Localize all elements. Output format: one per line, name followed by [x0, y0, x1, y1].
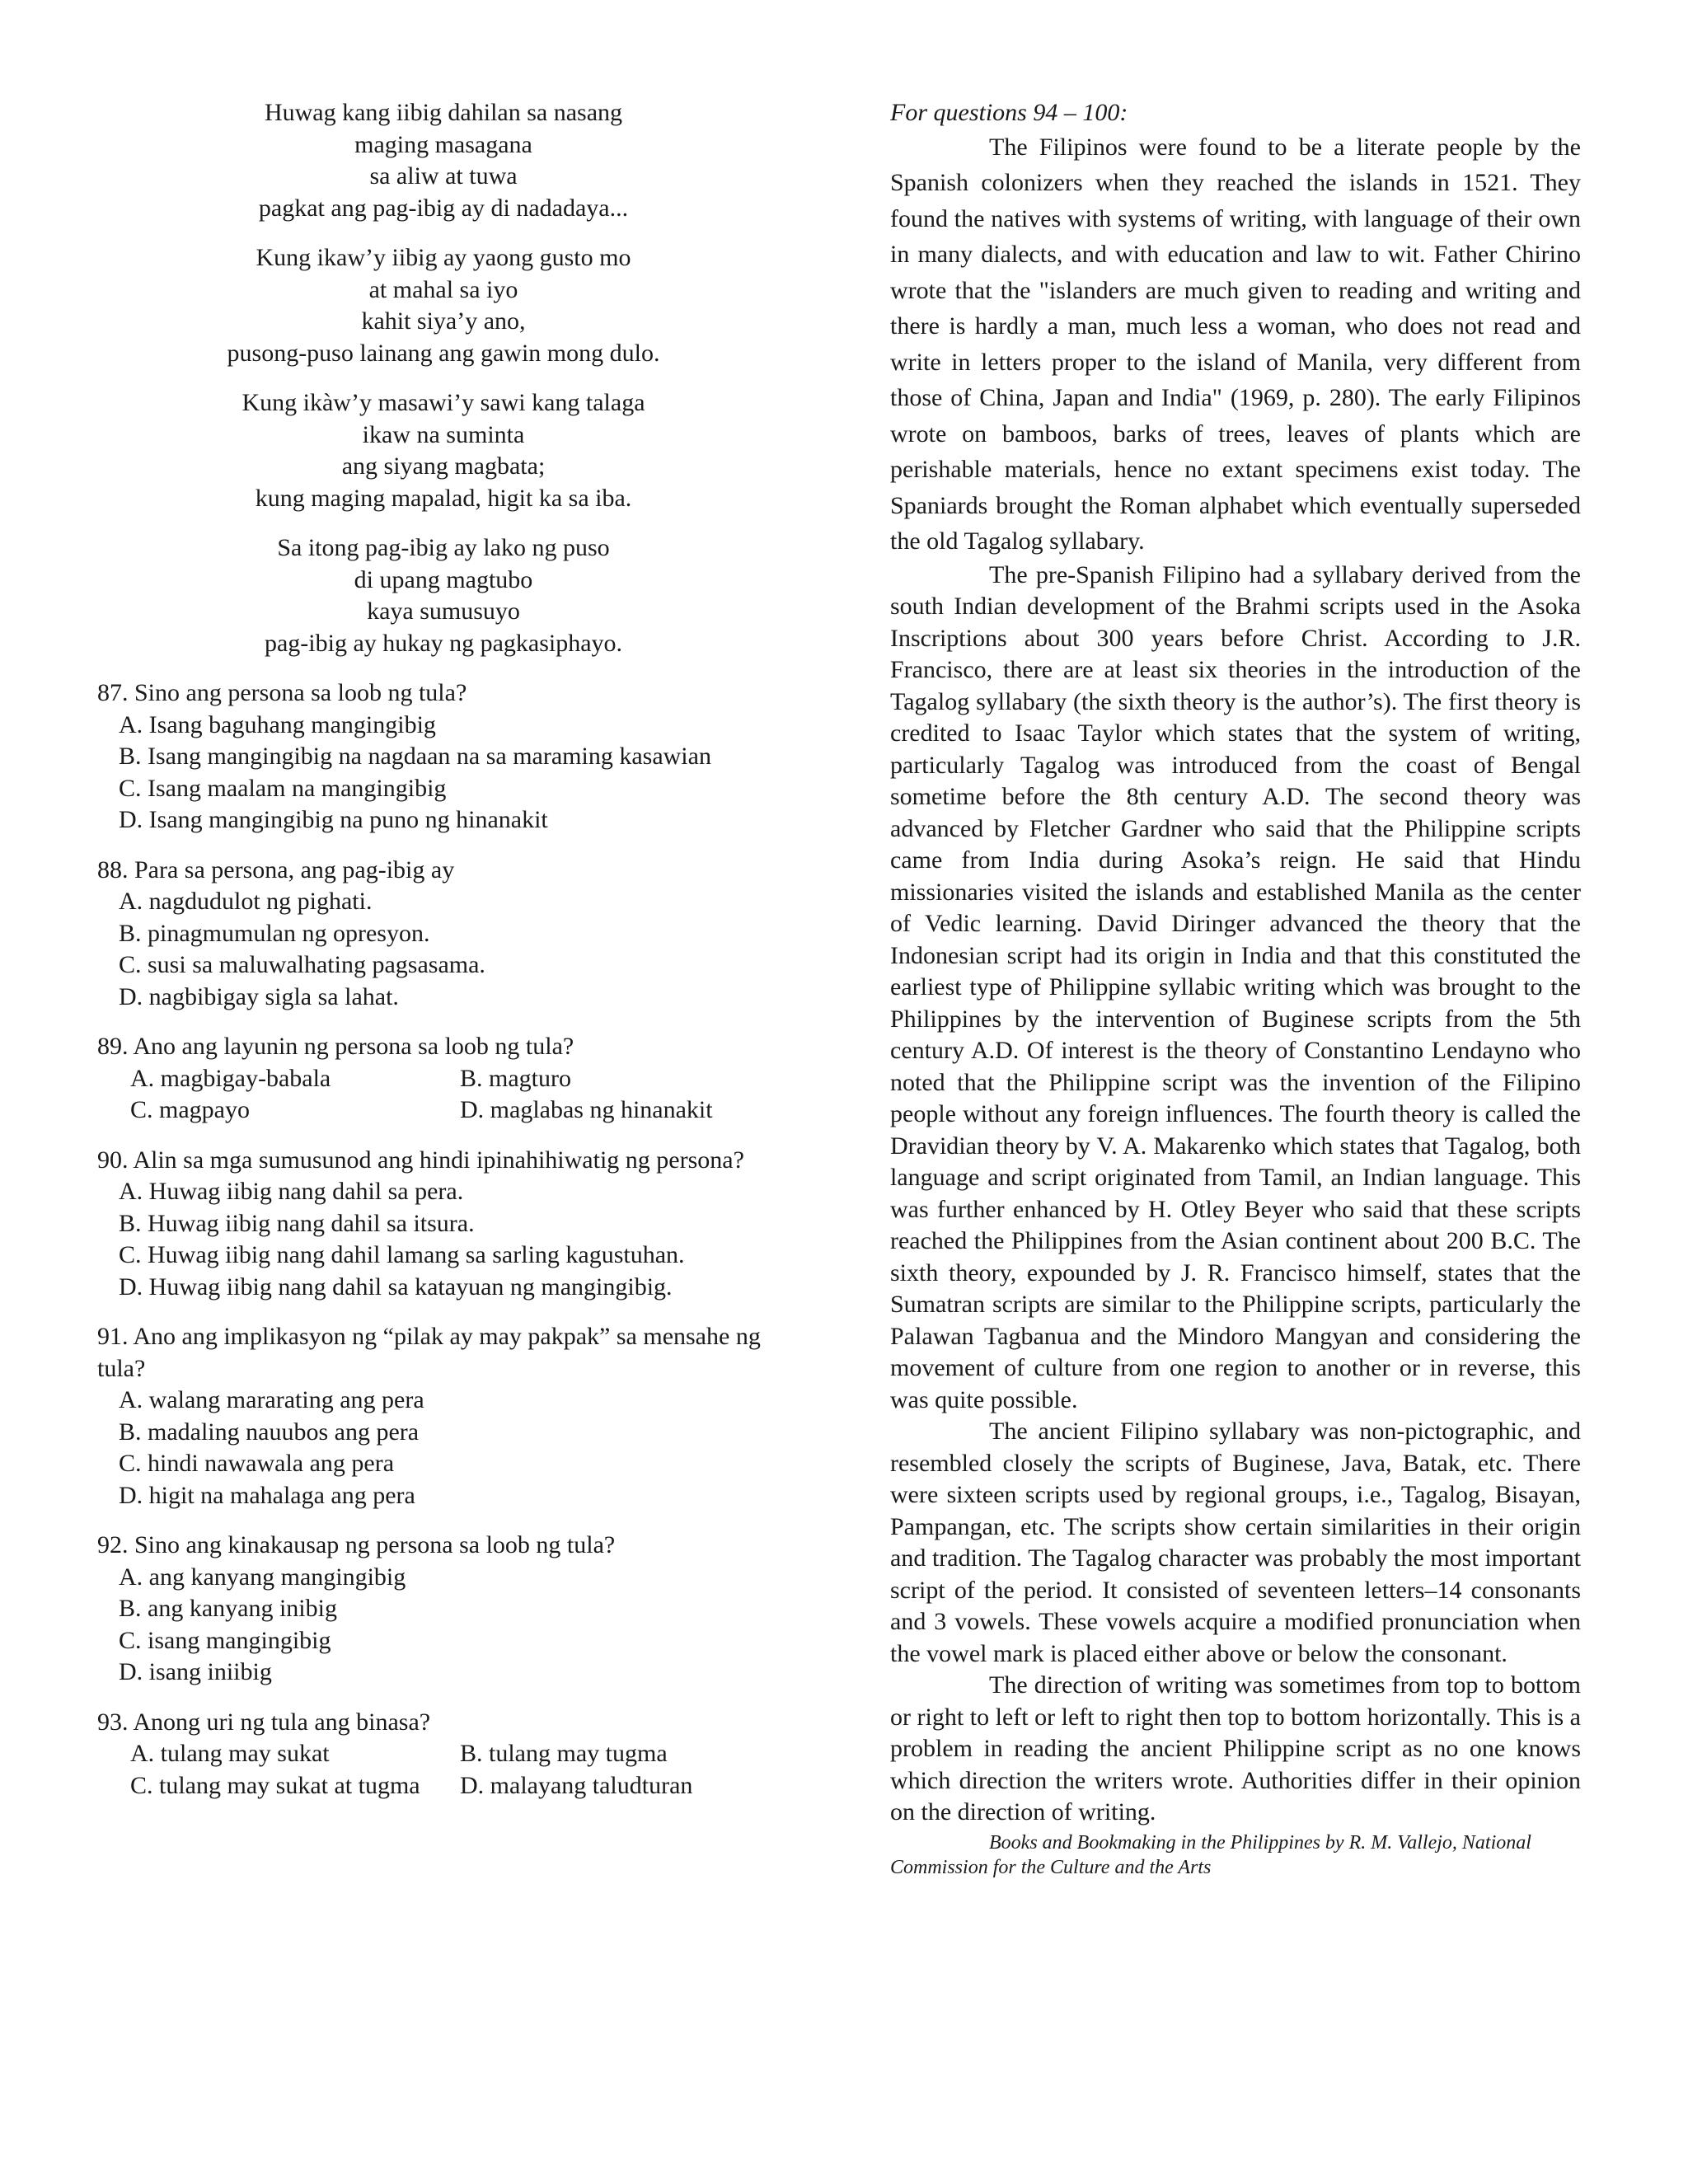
- answer-option[interactable]: B. madaling nauubos ang pera: [119, 1418, 420, 1446]
- question-91: [97, 1321, 790, 1511]
- poem-line: kung maging mapalad, higit ka sa iba.: [255, 484, 632, 512]
- poem-line: sa aliw at tuwa: [369, 162, 518, 190]
- answer-option[interactable]: C. Isang maalam na mangingibig: [119, 774, 447, 802]
- answer-option[interactable]: C. hindi nawawala ang pera: [119, 1450, 395, 1477]
- poem-line: Huwag kang iibig dahilan sa nasang: [264, 99, 623, 126]
- passage-source: Books and Bookmaking in the Philippines by R. M. Vallejo, National Commission for the Culture and the Arts: [890, 1831, 1531, 1878]
- answer-option[interactable]: A. Isang baguhang mangingibig: [119, 710, 436, 738]
- option-row: [97, 1063, 790, 1095]
- poem-line: at mahal sa iyo: [368, 275, 518, 303]
- poem-stanza-4: [97, 532, 790, 659]
- question-90: [97, 1145, 790, 1304]
- option-row: [97, 1770, 790, 1802]
- poem-line: di upang magtubo: [354, 565, 533, 593]
- answer-option[interactable]: D. maglabas ng hinanakit: [460, 1096, 713, 1123]
- poem-line: ang siyang magbata;: [341, 452, 546, 480]
- poem-stanza-2: [97, 242, 790, 369]
- option-row: [97, 1094, 790, 1127]
- option-row: [97, 1738, 790, 1770]
- answer-option[interactable]: C. susi sa maluwalhating pagsasama.: [119, 951, 485, 978]
- poem-line: ikaw na suminta: [362, 420, 525, 448]
- passage-paragraph: The ancient Filipino syllabary was non-pictographic, and resembled closely the scripts of Buginese, Java, Batak, etc. There were sixteen scripts used by regional groups, i.e., Tagalog, Bisayan, Pampangan, etc. The scripts show certain similarities in their origin and tradition. The Tagalog character was probably the most important script of the period. It consisted of seventeen letters–14 consonants and 3 vowels. These vowels acquire a modified pronunciation when the vowel mark is placed either above or below the consonant.: [890, 1418, 1581, 1667]
- right-column: [890, 97, 1581, 1880]
- passage-paragraph: The Filipinos were found to be a literate people by the Spanish colonizers when they reached the islands in 1521. They found the natives with systems of writing, with language of their own in many dialects, and with education and law to wit. Father Chirino wrote that the "islanders are much given to reading and writing and there is hardly a man, much less a woman, who does not read and write in letters proper to the island of Manila, very different from those of China, Japan and India" (1969, p. 280). The early Filipinos wrote on bamboos, barks of trees, leaves of plants which are perishable materials, hence no extant specimens exist today. The Spaniards brought the Roman alphabet which eventually superseded the old Tagalog syllabary.: [890, 133, 1581, 555]
- poem-line: Kung ikàw’y masawi’y sawi kang talaga: [241, 389, 645, 416]
- answer-option[interactable]: A. ang kanyang mangingibig: [119, 1563, 406, 1591]
- answer-option[interactable]: B. Isang mangingibig na nagdaan na sa maraming kasawian: [119, 743, 711, 770]
- question-92: [97, 1530, 790, 1689]
- question-stem: 87. Sino ang persona sa loob ng tula?: [97, 679, 467, 706]
- question-stem: 89. Ano ang layunin ng persona sa loob ng tula?: [97, 1033, 574, 1060]
- answer-option[interactable]: A. nagdudulot ng pighati.: [119, 888, 373, 915]
- question-88: [97, 855, 790, 1014]
- answer-option[interactable]: D. nagbibigay sigla sa lahat.: [119, 982, 399, 1010]
- passage-paragraph: The pre-Spanish Filipino had a syllabary derived from the south Indian development of the Brahmi scripts used in the Asoka Inscriptions about 300 years before Christ. According to J.R. Francisco, there are at least six theories in the introduction of the Tagalog syllabary (the sixth theory is the author’s). The first theory is credited to Isaac Taylor which states that the system of writing, particularly Tagalog was introduced from the coast of Bengal sometime before the 8th century A.D. The second theory was advanced by Fletcher Gardner who said that the Philippine scripts came from India during Asoka’s reign. He said that Hindu missionaries visited the islands and established Manila as the center of Vedic learning. David Diringer advanced the theory that the Indonesian script had its origin in India and that this constituted the earliest type of Philippine syllabic writing which was brought to the Philippines by the intervention of Buginese scripts from the 5th century A.D. Of interest is the theory of Constantino Lendayno who noted that the Philippine script was the invention of the Filipino people without any foreign influences. The fourth theory is called the Dravidian theory by V. A. Makarenko which states that Tagalog, both language and script originated from Tamil, an Indian language. This was further enhanced by H. Otley Beyer who said that these scripts reached the Philippines from the Asian continent about 200 B.C. The sixth theory, expounded by J. R. Francisco himself, states that the Sumatran scripts are similar to the Philippine scripts, particularly the Palawan Tagbanua and the Mindoro Mangyan and considering the movement of culture from one region to another or in reverse, this was quite possible.: [890, 560, 1581, 1413]
- answer-option[interactable]: A. Huwag iibig nang dahil sa pera.: [119, 1178, 464, 1205]
- poem-line: maging masagana: [354, 130, 532, 158]
- answer-option[interactable]: B. Huwag iibig nang dahil sa itsura.: [119, 1209, 475, 1237]
- answer-option[interactable]: D. malayang taludturan: [460, 1771, 693, 1799]
- poem-line: Kung ikaw’y iibig ay yaong gusto mo: [256, 244, 631, 271]
- answer-option[interactable]: D. higit na mahalaga ang pera: [119, 1481, 415, 1509]
- poem-line: pusong-puso lainang ang gawin mong dulo.: [227, 339, 660, 367]
- question-stem: 88. Para sa persona, ang pag-ibig ay: [97, 855, 455, 883]
- left-column: [97, 97, 790, 1820]
- answer-option[interactable]: A. walang mararating ang pera: [119, 1386, 424, 1413]
- answer-option[interactable]: B. ang kanyang inibig: [119, 1595, 337, 1622]
- passage-intro: For questions 94 – 100:: [890, 99, 1128, 126]
- question-89: [97, 1031, 790, 1127]
- answer-option[interactable]: A. magbigay-babala: [130, 1064, 331, 1092]
- poem-line: kahit siya’y ano,: [361, 307, 526, 335]
- answer-option[interactable]: B. pinagmumulan ng opresyon.: [119, 919, 430, 947]
- question-stem: 92. Sino ang kinakausap ng persona sa loob ng tula?: [97, 1531, 616, 1558]
- question-stem: 90. Alin sa mga sumusunod ang hindi ipinahihiwatig ng persona?: [97, 1146, 744, 1174]
- answer-option[interactable]: D. Isang mangingibig na puno ng hinanakit: [119, 806, 548, 833]
- poem-stanza-3: [97, 387, 790, 514]
- poem-line: Sa itong pag-ibig ay lako ng puso: [277, 534, 610, 561]
- passage-paragraph: The direction of writing was sometimes from top to bottom or right to left or left to right then top to bottom horizontally. This is a problem in reading the ancient Philippine script as no one knows which direction the writers wrote. Authorities differ in their opinion on the direction of writing.: [890, 1671, 1581, 1825]
- answer-option[interactable]: B. magturo: [460, 1064, 571, 1092]
- question-87: [97, 677, 790, 837]
- answer-option[interactable]: C. Huwag iibig nang dahil lamang sa sarling kagustuhan.: [119, 1241, 685, 1268]
- answer-option[interactable]: C. isang mangingibig: [119, 1626, 331, 1654]
- answer-option[interactable]: C. tulang may sukat at tugma: [130, 1771, 420, 1799]
- poem-line: kaya sumusuyo: [367, 598, 520, 625]
- poem-line: pagkat ang pag-ibig ay di nadadaya...: [258, 194, 629, 222]
- poem-stanza-1: [97, 97, 790, 224]
- answer-option[interactable]: D. isang iniibig: [119, 1658, 272, 1685]
- poem-line: pag-ibig ay hukay ng pagkasiphayo.: [264, 629, 623, 657]
- answer-option[interactable]: D. Huwag iibig nang dahil sa katayuan ng mangingibig.: [119, 1272, 673, 1301]
- answer-option[interactable]: A. tulang may sukat: [130, 1740, 330, 1767]
- question-stem: 91. Ano ang implikasyon ng “pilak ay may pakpak” sa mensahe ng tula?: [97, 1323, 761, 1382]
- answer-option[interactable]: B. tulang may tugma: [460, 1740, 668, 1767]
- answer-option[interactable]: C. magpayo: [130, 1096, 250, 1123]
- question-stem: 93. Anong uri ng tula ang binasa?: [97, 1708, 431, 1736]
- question-93: [97, 1707, 790, 1802]
